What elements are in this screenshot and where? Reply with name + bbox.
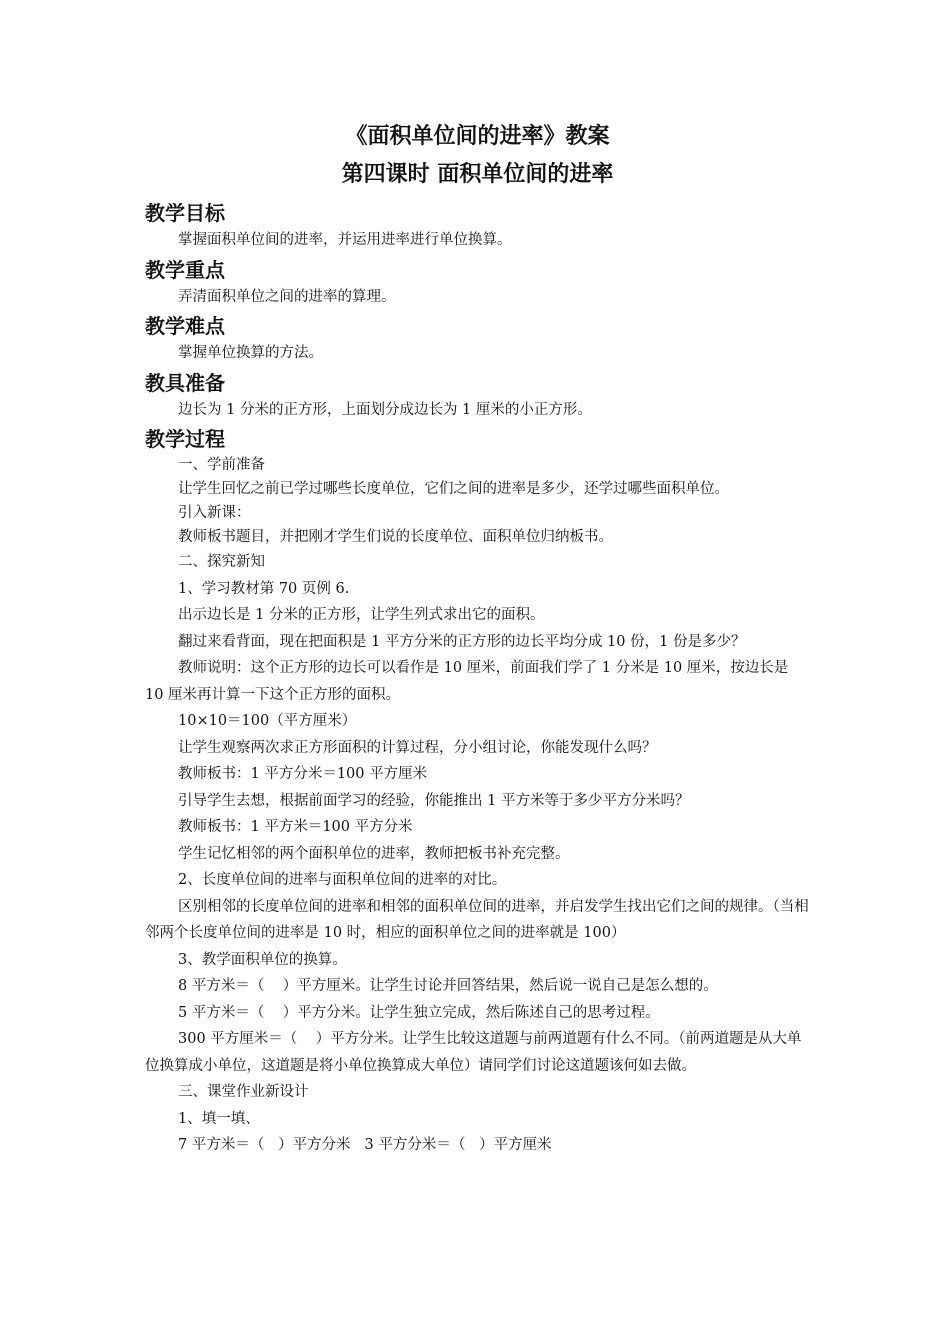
process-line: 三、课堂作业新设计 bbox=[178, 1084, 309, 1100]
heading-key-points: 教学重点 bbox=[145, 257, 225, 282]
document-title: 《面积单位间的进率》教案 bbox=[345, 124, 610, 149]
process-line: 1、学习教材第 70 页例 6. bbox=[178, 580, 350, 597]
materials-text: 边长为 1 分米的正方形，上面划分成边长为 1 厘米的小正方形。 bbox=[178, 401, 592, 418]
process-line: 引入新课： bbox=[178, 505, 251, 521]
process-line: 教师板书题目，并把刚才学生们说的长度单位、面积单位归纳板书。 bbox=[178, 529, 613, 545]
process-line: 3、教学面积单位的换算。 bbox=[178, 951, 347, 968]
process-line: 引导学生去想，根据前面学习的经验，你能推出 1 平方米等于多少平方分米吗？ bbox=[178, 792, 690, 809]
process-line: 教师说明：这个正方形的边长可以看作是 10 厘米，前面我们学了 1 分米是 10 厘米，按边长是 10 厘米再计算一下这个正方形的面积。 bbox=[145, 660, 793, 703]
heading-process: 教学过程 bbox=[145, 427, 225, 451]
heading-materials: 教具准备 bbox=[145, 370, 225, 395]
process-line: 让学生观察两次求正方形面积的计算过程，分小组讨论，你能发现什么吗？ bbox=[178, 739, 657, 756]
heading-difficulties: 教学难点 bbox=[145, 314, 225, 338]
process-line: 10×10＝100（平方厘米） bbox=[178, 713, 357, 729]
objectives-text: 掌握面积单位间的进率，并运用进率进行单位换算。 bbox=[178, 232, 512, 248]
process-line: 教师板书：1 平方分米＝100 平方厘米 bbox=[178, 766, 428, 782]
process-line: 7 平方米＝（ ）平方分米 3 平方分米＝（ ）平方厘米 bbox=[178, 1137, 552, 1153]
process-line: 5 平方米＝（ ）平方分米。让学生独立完成，然后陈述自己的思考过程。 bbox=[178, 1004, 660, 1021]
process-line: 教师板书：1 平方米＝100 平方分米 bbox=[178, 819, 413, 835]
process-line: 300 平方厘米＝（ ）平方分米。让学生比较这道题与前两道题有什么不同。（前两道题是从大单位换算成小单位，这道题是将小单位换算成大单位）请同学们讨论这道题该何如去做。 bbox=[145, 1031, 802, 1074]
key-points-text: 弄清面积单位之间的进率的算理。 bbox=[178, 288, 396, 305]
process-line: 学生记忆相邻的两个面积单位的进率，教师把板书补充完整。 bbox=[178, 845, 570, 862]
process-line: 出示边长是 1 分米的正方形，让学生列式求出它的面积。 bbox=[178, 607, 545, 623]
heading-objectives: 教学目标 bbox=[145, 201, 225, 225]
process-line: 一、学前准备 bbox=[178, 457, 265, 473]
document-page bbox=[145, 118, 810, 1159]
difficulties-text: 掌握单位换算的方法。 bbox=[178, 345, 323, 361]
process-line: 8 平方米＝（ ）平方厘米。让学生讨论并回答结果，然后说一说自己是怎么想的。 bbox=[178, 978, 718, 994]
process-line: 二、探究新知 bbox=[178, 554, 265, 570]
process-line: 1、填一填、 bbox=[178, 1110, 260, 1127]
process-line: 让学生回忆之前已学过哪些长度单位，它们之间的进率是多少，还学过哪些面积单位。 bbox=[178, 481, 729, 497]
document-subtitle: 第四课时 面积单位间的进率 bbox=[341, 162, 614, 187]
process-line: 翻过来看背面，现在把面积是 1 平方分米的正方形的边长平均分成 10 份，1 份是多少？ bbox=[178, 633, 746, 650]
process-line: 2、长度单位间的进率与面积单位间的进率的对比。 bbox=[178, 872, 507, 888]
process-line: 区别相邻的长度单位间的进率和相邻的面积单位间的进率，并启发学生找出它们之间的规律。（当相邻两个长度单位间的进率是 10 时，相应的面积单位之间的进率就是 100） bbox=[145, 898, 809, 941]
